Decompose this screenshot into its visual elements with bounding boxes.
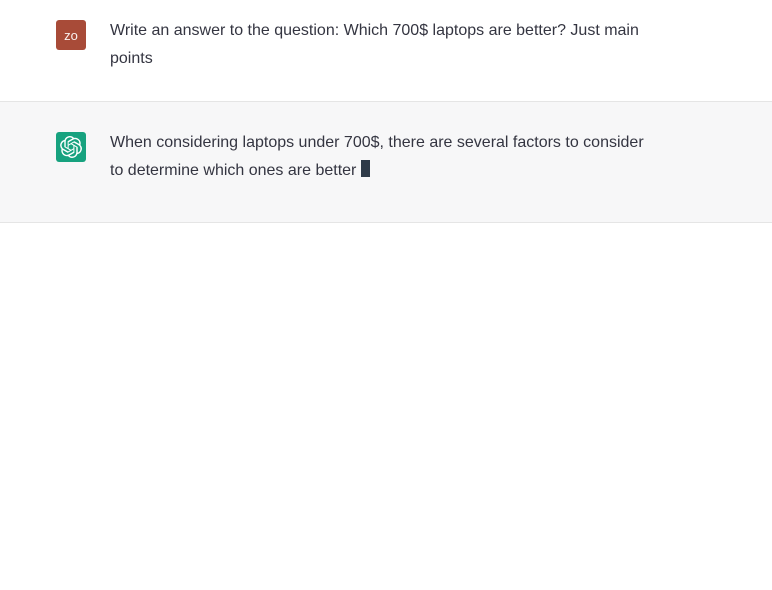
streaming-cursor: [361, 160, 370, 177]
assistant-message-text: [110, 129, 644, 185]
conversation: [0, 0, 772, 223]
message-line: points: [110, 50, 153, 67]
openai-logo-icon: [60, 136, 82, 158]
message-line-text: to determine which ones are better: [110, 162, 357, 179]
user-avatar: [56, 20, 86, 50]
assistant-avatar: [56, 132, 86, 162]
assistant-message-inner: [0, 129, 772, 185]
user-avatar-initials: zo: [64, 27, 78, 43]
user-message-row: [0, 0, 772, 102]
message-line: When considering laptops under 700$, there are several factors to consider: [110, 134, 644, 151]
assistant-message-row: [0, 102, 772, 223]
message-last-line: [110, 157, 644, 185]
user-message-inner: [0, 17, 772, 73]
user-message-text: [110, 17, 639, 73]
message-line: Write an answer to the question: Which 700$ laptops are better? Just main: [110, 22, 639, 39]
